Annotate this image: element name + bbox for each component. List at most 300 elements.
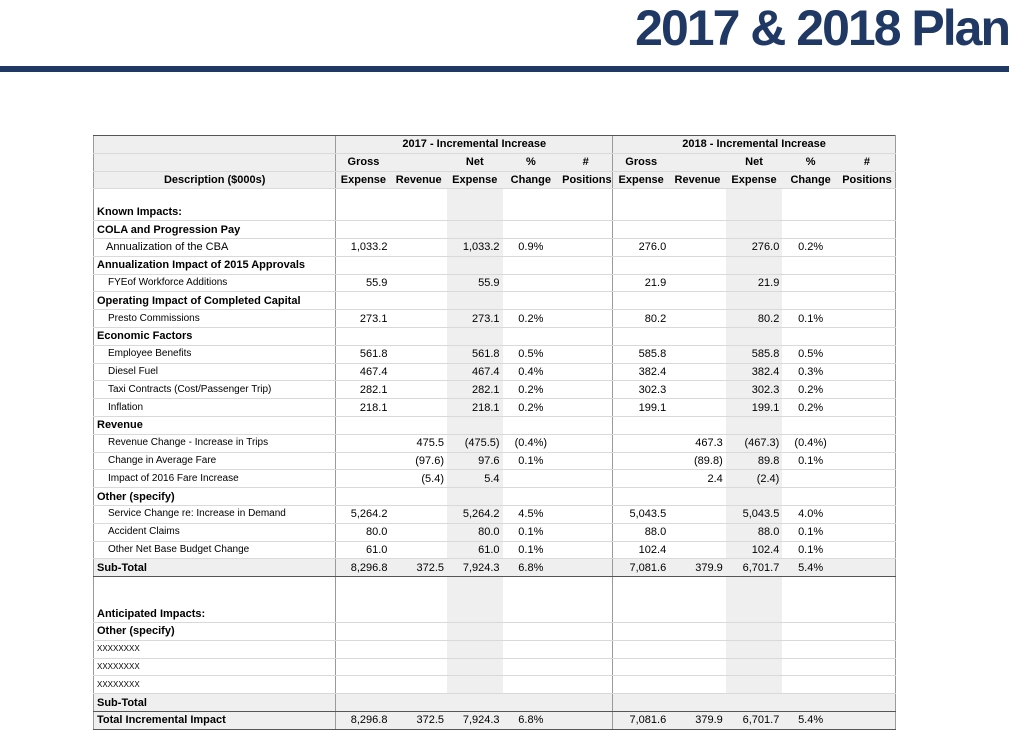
cell-2018-revenue xyxy=(669,238,726,256)
cell-2018-net: 302.3 xyxy=(726,381,783,399)
cell-2018-gross: 199.1 xyxy=(613,399,670,417)
cell-2017-pos xyxy=(559,640,613,658)
cell-2017-gross xyxy=(336,488,391,506)
section-row xyxy=(94,292,896,310)
cell-2018-pos xyxy=(839,523,896,541)
row-label: Annualization Impact of 2015 Approvals xyxy=(94,256,336,274)
subtotal-row xyxy=(94,559,896,577)
cell-2017-net: 273.1 xyxy=(447,310,503,328)
cell-2017-net: 218.1 xyxy=(447,399,503,417)
row-label: Service Change re: Increase in Demand xyxy=(94,505,336,523)
row-label xyxy=(94,577,336,592)
cell-2018-pct: 0.1% xyxy=(782,541,839,559)
cell-2017-pos xyxy=(559,310,613,328)
cell-2018-gross xyxy=(613,221,670,239)
cell-2017-pct xyxy=(503,292,560,310)
cell-2017-gross xyxy=(336,221,391,239)
section-row xyxy=(94,622,896,640)
col-header-2018-gross-l1: Gross xyxy=(613,153,670,171)
cell-2018-pos xyxy=(839,310,896,328)
cell-2018-gross xyxy=(613,676,670,694)
cell-2017-net: 7,924.3 xyxy=(447,559,503,577)
cell-2017-net xyxy=(447,591,503,605)
cell-2017-pct xyxy=(503,640,560,658)
row-label: Revenue Change - Increase in Trips xyxy=(94,434,336,452)
cell-2018-revenue xyxy=(669,327,726,345)
cell-2017-pct xyxy=(503,189,560,204)
cell-2017-revenue xyxy=(390,488,447,506)
cell-2018-pos xyxy=(839,658,896,676)
cell-2018-revenue xyxy=(669,416,726,434)
section-row xyxy=(94,221,896,239)
cell-2017-pct: 0.1% xyxy=(503,452,560,470)
cell-2018-pos xyxy=(839,345,896,363)
cell-2017-net: 97.6 xyxy=(447,452,503,470)
cell-2017-revenue xyxy=(390,622,447,640)
cell-2018-revenue xyxy=(669,488,726,506)
cell-2017-pct xyxy=(503,256,560,274)
row-label: Anticipated Impacts: xyxy=(94,605,336,622)
cell-2017-pct: 6.8% xyxy=(503,711,560,729)
cell-2017-revenue xyxy=(390,416,447,434)
cell-2017-revenue xyxy=(390,694,447,712)
cell-2017-gross xyxy=(336,203,391,220)
cell-2018-pos xyxy=(839,292,896,310)
cell-2017-pos xyxy=(559,658,613,676)
cell-2017-net: 80.0 xyxy=(447,523,503,541)
cell-2017-pos xyxy=(559,434,613,452)
cell-2018-gross: 276.0 xyxy=(613,238,670,256)
row-label: Accident Claims xyxy=(94,523,336,541)
blank-row xyxy=(94,591,896,605)
cell-2017-net xyxy=(447,203,503,220)
cell-2018-net xyxy=(726,622,783,640)
table-row xyxy=(94,523,896,541)
cell-2018-gross xyxy=(613,256,670,274)
cell-2018-net: 88.0 xyxy=(726,523,783,541)
col-header-2018-net-l2: Expense xyxy=(726,171,783,189)
cell-2018-gross xyxy=(613,640,670,658)
cell-2018-gross xyxy=(613,434,670,452)
cell-2018-revenue xyxy=(669,676,726,694)
cell-2017-revenue xyxy=(390,327,447,345)
cell-2017-net xyxy=(447,694,503,712)
cell-2017-net xyxy=(447,292,503,310)
cell-2017-gross xyxy=(336,434,391,452)
cell-2018-pct xyxy=(782,292,839,310)
cell-2018-revenue xyxy=(669,363,726,381)
cell-2018-pos xyxy=(839,541,896,559)
cell-2017-gross xyxy=(336,591,391,605)
cell-2017-gross: 8,296.8 xyxy=(336,711,391,729)
row-label xyxy=(94,189,336,204)
blank-row xyxy=(94,577,896,592)
cell-2018-pct: 0.1% xyxy=(782,310,839,328)
incremental-impact-table xyxy=(93,135,896,730)
cell-2017-net xyxy=(447,327,503,345)
cell-2017-gross xyxy=(336,577,391,592)
cell-2018-pos xyxy=(839,434,896,452)
header-row-1 xyxy=(94,153,896,171)
cell-2018-pct xyxy=(782,658,839,676)
cell-2017-pct xyxy=(503,274,560,292)
cell-2018-pos xyxy=(839,238,896,256)
cell-2018-pos xyxy=(839,274,896,292)
row-label: Diesel Fuel xyxy=(94,363,336,381)
cell-2017-pos xyxy=(559,470,613,488)
cell-2018-pct xyxy=(782,694,839,712)
row-label: Total Incremental Impact xyxy=(94,711,336,729)
table-row xyxy=(94,541,896,559)
cell-2018-revenue xyxy=(669,345,726,363)
cell-2017-pos xyxy=(559,488,613,506)
cell-2017-revenue xyxy=(390,221,447,239)
cell-2017-pct: 0.5% xyxy=(503,345,560,363)
row-label: XXXXXXXX xyxy=(94,658,336,676)
cell-2018-pct: 0.2% xyxy=(782,399,839,417)
cell-2018-pct: 0.2% xyxy=(782,381,839,399)
cell-2017-revenue xyxy=(390,605,447,622)
cell-2018-net: (467.3) xyxy=(726,434,783,452)
cell-2017-pos xyxy=(559,694,613,712)
cell-2017-pos xyxy=(559,452,613,470)
section-row xyxy=(94,488,896,506)
cell-2017-revenue xyxy=(390,591,447,605)
cell-2017-gross xyxy=(336,292,391,310)
cell-2017-pct xyxy=(503,622,560,640)
cell-2017-net xyxy=(447,416,503,434)
cell-2017-gross xyxy=(336,622,391,640)
cell-2017-pct: 0.1% xyxy=(503,523,560,541)
cell-2018-pct xyxy=(782,591,839,605)
cell-2018-revenue xyxy=(669,310,726,328)
cell-2018-gross xyxy=(613,416,670,434)
cell-2018-net xyxy=(726,189,783,204)
cell-2018-net xyxy=(726,694,783,712)
cell-2018-revenue xyxy=(669,640,726,658)
page-title: 2017 & 2018 Plan xyxy=(635,0,1009,56)
cell-2017-gross xyxy=(336,676,391,694)
cell-2017-pct: 0.1% xyxy=(503,541,560,559)
cell-2018-gross xyxy=(613,470,670,488)
cell-2018-revenue xyxy=(669,256,726,274)
cell-2018-pct: 0.3% xyxy=(782,363,839,381)
cell-2018-net xyxy=(726,203,783,220)
cell-2018-net xyxy=(726,605,783,622)
cell-2017-pct: 0.2% xyxy=(503,399,560,417)
cell-2018-pos xyxy=(839,470,896,488)
cell-2018-net xyxy=(726,488,783,506)
cell-2017-pct xyxy=(503,416,560,434)
cell-2018-revenue xyxy=(669,541,726,559)
cell-2018-pct xyxy=(782,189,839,204)
cell-2017-pos xyxy=(559,676,613,694)
header-desc-spacer xyxy=(94,136,336,154)
col-header-2017-net-l2: Expense xyxy=(447,171,503,189)
cell-2017-gross: 5,264.2 xyxy=(336,505,391,523)
cell-2018-gross xyxy=(613,658,670,676)
cell-2017-net: 467.4 xyxy=(447,363,503,381)
cell-2018-gross xyxy=(613,591,670,605)
table-row xyxy=(94,345,896,363)
cell-2017-revenue xyxy=(390,523,447,541)
cell-2017-pos xyxy=(559,711,613,729)
table-row xyxy=(94,658,896,676)
cell-2018-gross xyxy=(613,694,670,712)
cell-2018-revenue: 2.4 xyxy=(669,470,726,488)
cell-2017-revenue xyxy=(390,505,447,523)
cell-2017-pos xyxy=(559,274,613,292)
cell-2017-pct: (0.4%) xyxy=(503,434,560,452)
cell-2017-pos xyxy=(559,505,613,523)
cell-2018-pct: 0.1% xyxy=(782,523,839,541)
row-label: XXXXXXXX xyxy=(94,640,336,658)
cell-2017-revenue xyxy=(390,292,447,310)
row-label: Annualization of the CBA xyxy=(94,238,336,256)
cell-2018-gross: 7,081.6 xyxy=(613,711,670,729)
cell-2017-pct xyxy=(503,221,560,239)
row-label xyxy=(94,591,336,605)
cell-2017-net xyxy=(447,256,503,274)
row-label: Sub-Total xyxy=(94,694,336,712)
cell-2018-net xyxy=(726,416,783,434)
cell-2017-pos xyxy=(559,523,613,541)
cell-2018-net xyxy=(726,256,783,274)
cell-2018-revenue xyxy=(669,189,726,204)
cell-2018-pos xyxy=(839,559,896,577)
col-header-2017-revenue-l1 xyxy=(390,153,447,171)
cell-2017-revenue xyxy=(390,541,447,559)
cell-2018-pos xyxy=(839,577,896,592)
row-label: Economic Factors xyxy=(94,327,336,345)
cell-2017-pos xyxy=(559,292,613,310)
cell-2018-pos xyxy=(839,591,896,605)
cell-2017-pct xyxy=(503,694,560,712)
cell-2017-pct xyxy=(503,676,560,694)
table-row xyxy=(94,310,896,328)
cell-2017-pos xyxy=(559,559,613,577)
cell-2018-net: 21.9 xyxy=(726,274,783,292)
row-label: Revenue xyxy=(94,416,336,434)
cell-2018-pos xyxy=(839,189,896,204)
cell-2017-revenue xyxy=(390,381,447,399)
cell-2017-revenue xyxy=(390,676,447,694)
cell-2018-pos xyxy=(839,488,896,506)
cell-2018-net xyxy=(726,221,783,239)
cell-2017-pos xyxy=(559,577,613,592)
cell-2018-gross: 302.3 xyxy=(613,381,670,399)
cell-2018-pct xyxy=(782,470,839,488)
cell-2017-gross: 8,296.8 xyxy=(336,559,391,577)
cell-2017-revenue xyxy=(390,238,447,256)
header-desc-spacer-2 xyxy=(94,153,336,171)
cell-2018-pct xyxy=(782,221,839,239)
cell-2018-gross: 21.9 xyxy=(613,274,670,292)
cell-2017-revenue: 475.5 xyxy=(390,434,447,452)
section-row xyxy=(94,327,896,345)
cell-2018-gross xyxy=(613,605,670,622)
cell-2018-pos xyxy=(839,694,896,712)
cell-2018-net xyxy=(726,577,783,592)
col-header-2017-pct-l2: Change xyxy=(503,171,560,189)
cell-2017-net xyxy=(447,676,503,694)
cell-2018-gross: 7,081.6 xyxy=(613,559,670,577)
cell-2018-pct xyxy=(782,640,839,658)
cell-2017-revenue xyxy=(390,577,447,592)
cell-2017-pos xyxy=(559,221,613,239)
desc-column-header: Description ($000s) xyxy=(94,171,336,189)
cell-2017-gross: 80.0 xyxy=(336,523,391,541)
cell-2017-net: 55.9 xyxy=(447,274,503,292)
cell-2017-pos xyxy=(559,345,613,363)
cell-2017-pct: 4.5% xyxy=(503,505,560,523)
cell-2017-revenue xyxy=(390,256,447,274)
cell-2018-revenue xyxy=(669,591,726,605)
row-label: Other (specify) xyxy=(94,488,336,506)
cell-2017-revenue xyxy=(390,363,447,381)
table-row xyxy=(94,676,896,694)
cell-2017-pos xyxy=(559,605,613,622)
cell-2018-gross xyxy=(613,203,670,220)
table-row xyxy=(94,470,896,488)
table-row xyxy=(94,505,896,523)
cell-2018-pct: (0.4%) xyxy=(782,434,839,452)
cell-2017-gross xyxy=(336,694,391,712)
cell-2018-revenue: 379.9 xyxy=(669,711,726,729)
cell-2018-gross xyxy=(613,488,670,506)
cell-2018-net xyxy=(726,292,783,310)
cell-2018-gross xyxy=(613,327,670,345)
cell-2018-gross: 80.2 xyxy=(613,310,670,328)
row-label: Change in Average Fare xyxy=(94,452,336,470)
col-header-2018-revenue-l1 xyxy=(669,153,726,171)
cell-2018-net: 89.8 xyxy=(726,452,783,470)
cell-2017-gross xyxy=(336,189,391,204)
section-row xyxy=(94,256,896,274)
cell-2018-gross: 5,043.5 xyxy=(613,505,670,523)
cell-2018-gross: 102.4 xyxy=(613,541,670,559)
cell-2018-pos xyxy=(839,605,896,622)
col-header-2018-pos-l1: # xyxy=(839,153,896,171)
cell-2018-pos xyxy=(839,622,896,640)
col-header-2017-pos-l1: # xyxy=(559,153,613,171)
table-body xyxy=(94,189,896,729)
cell-2017-pos xyxy=(559,189,613,204)
cell-2018-gross: 382.4 xyxy=(613,363,670,381)
cell-2017-gross xyxy=(336,658,391,676)
cell-2017-gross xyxy=(336,470,391,488)
cell-2018-pct: 0.5% xyxy=(782,345,839,363)
cell-2018-gross xyxy=(613,292,670,310)
cell-2018-pos xyxy=(839,505,896,523)
cell-2017-pos xyxy=(559,238,613,256)
cell-2017-revenue: (97.6) xyxy=(390,452,447,470)
cell-2018-pos xyxy=(839,327,896,345)
cell-2018-revenue xyxy=(669,694,726,712)
row-label: Impact of 2016 Fare Increase xyxy=(94,470,336,488)
row-label: Employee Benefits xyxy=(94,345,336,363)
cell-2017-net: 1,033.2 xyxy=(447,238,503,256)
col-header-2017-net-l1: Net xyxy=(447,153,503,171)
cell-2018-net xyxy=(726,676,783,694)
table-row xyxy=(94,640,896,658)
cell-2017-revenue xyxy=(390,658,447,676)
col-header-2018-revenue-l2: Revenue xyxy=(669,171,726,189)
cell-2018-net: 585.8 xyxy=(726,345,783,363)
section-row xyxy=(94,605,896,622)
cell-2018-pos xyxy=(839,711,896,729)
row-label: Presto Commissions xyxy=(94,310,336,328)
cell-2017-net: 5.4 xyxy=(447,470,503,488)
cell-2017-net xyxy=(447,605,503,622)
row-label: Known Impacts: xyxy=(94,203,336,220)
cell-2017-pos xyxy=(559,381,613,399)
cell-2018-pct: 5.4% xyxy=(782,711,839,729)
cell-2017-pos xyxy=(559,541,613,559)
cell-2018-pct xyxy=(782,203,839,220)
cell-2018-revenue xyxy=(669,399,726,417)
table-row xyxy=(94,363,896,381)
cell-2017-pct: 0.2% xyxy=(503,381,560,399)
row-label: XXXXXXXX xyxy=(94,676,336,694)
row-label: Other (specify) xyxy=(94,622,336,640)
cell-2017-gross: 1,033.2 xyxy=(336,238,391,256)
col-header-2018-pct-l1: % xyxy=(782,153,839,171)
cell-2018-pct xyxy=(782,416,839,434)
cell-2018-pos xyxy=(839,676,896,694)
cell-2018-net: 5,043.5 xyxy=(726,505,783,523)
cell-2018-pos xyxy=(839,416,896,434)
cell-2017-net: 61.0 xyxy=(447,541,503,559)
cell-2018-pos xyxy=(839,256,896,274)
cell-2017-gross xyxy=(336,452,391,470)
cell-2017-revenue xyxy=(390,274,447,292)
row-label: Taxi Contracts (Cost/Passenger Trip) xyxy=(94,381,336,399)
cell-2017-gross: 218.1 xyxy=(336,399,391,417)
row-label: Other Net Base Budget Change xyxy=(94,541,336,559)
table-row xyxy=(94,452,896,470)
cell-2018-net: 199.1 xyxy=(726,399,783,417)
cell-2017-pos xyxy=(559,416,613,434)
cell-2018-pct xyxy=(782,256,839,274)
cell-2018-net: 6,701.7 xyxy=(726,559,783,577)
cell-2017-pos xyxy=(559,363,613,381)
cell-2017-net xyxy=(447,189,503,204)
cell-2018-net: 80.2 xyxy=(726,310,783,328)
cell-2017-net xyxy=(447,622,503,640)
cell-2018-pos xyxy=(839,640,896,658)
cell-2017-pos xyxy=(559,399,613,417)
blank-row xyxy=(94,189,896,204)
cell-2018-net: (2.4) xyxy=(726,470,783,488)
cell-2018-revenue xyxy=(669,605,726,622)
group-2017-header: 2017 - Incremental Increase xyxy=(336,136,613,154)
cell-2017-gross xyxy=(336,605,391,622)
cell-2017-net xyxy=(447,658,503,676)
cell-2017-gross: 282.1 xyxy=(336,381,391,399)
row-label: Sub-Total xyxy=(94,559,336,577)
col-header-2018-gross-l2: Expense xyxy=(613,171,670,189)
table-row xyxy=(94,399,896,417)
cell-2017-revenue: 372.5 xyxy=(390,711,447,729)
cell-2017-net: (475.5) xyxy=(447,434,503,452)
header-row-2 xyxy=(94,171,896,189)
cell-2017-revenue: 372.5 xyxy=(390,559,447,577)
section-row xyxy=(94,416,896,434)
cell-2017-pct xyxy=(503,605,560,622)
cell-2017-gross: 273.1 xyxy=(336,310,391,328)
cell-2018-pct xyxy=(782,676,839,694)
